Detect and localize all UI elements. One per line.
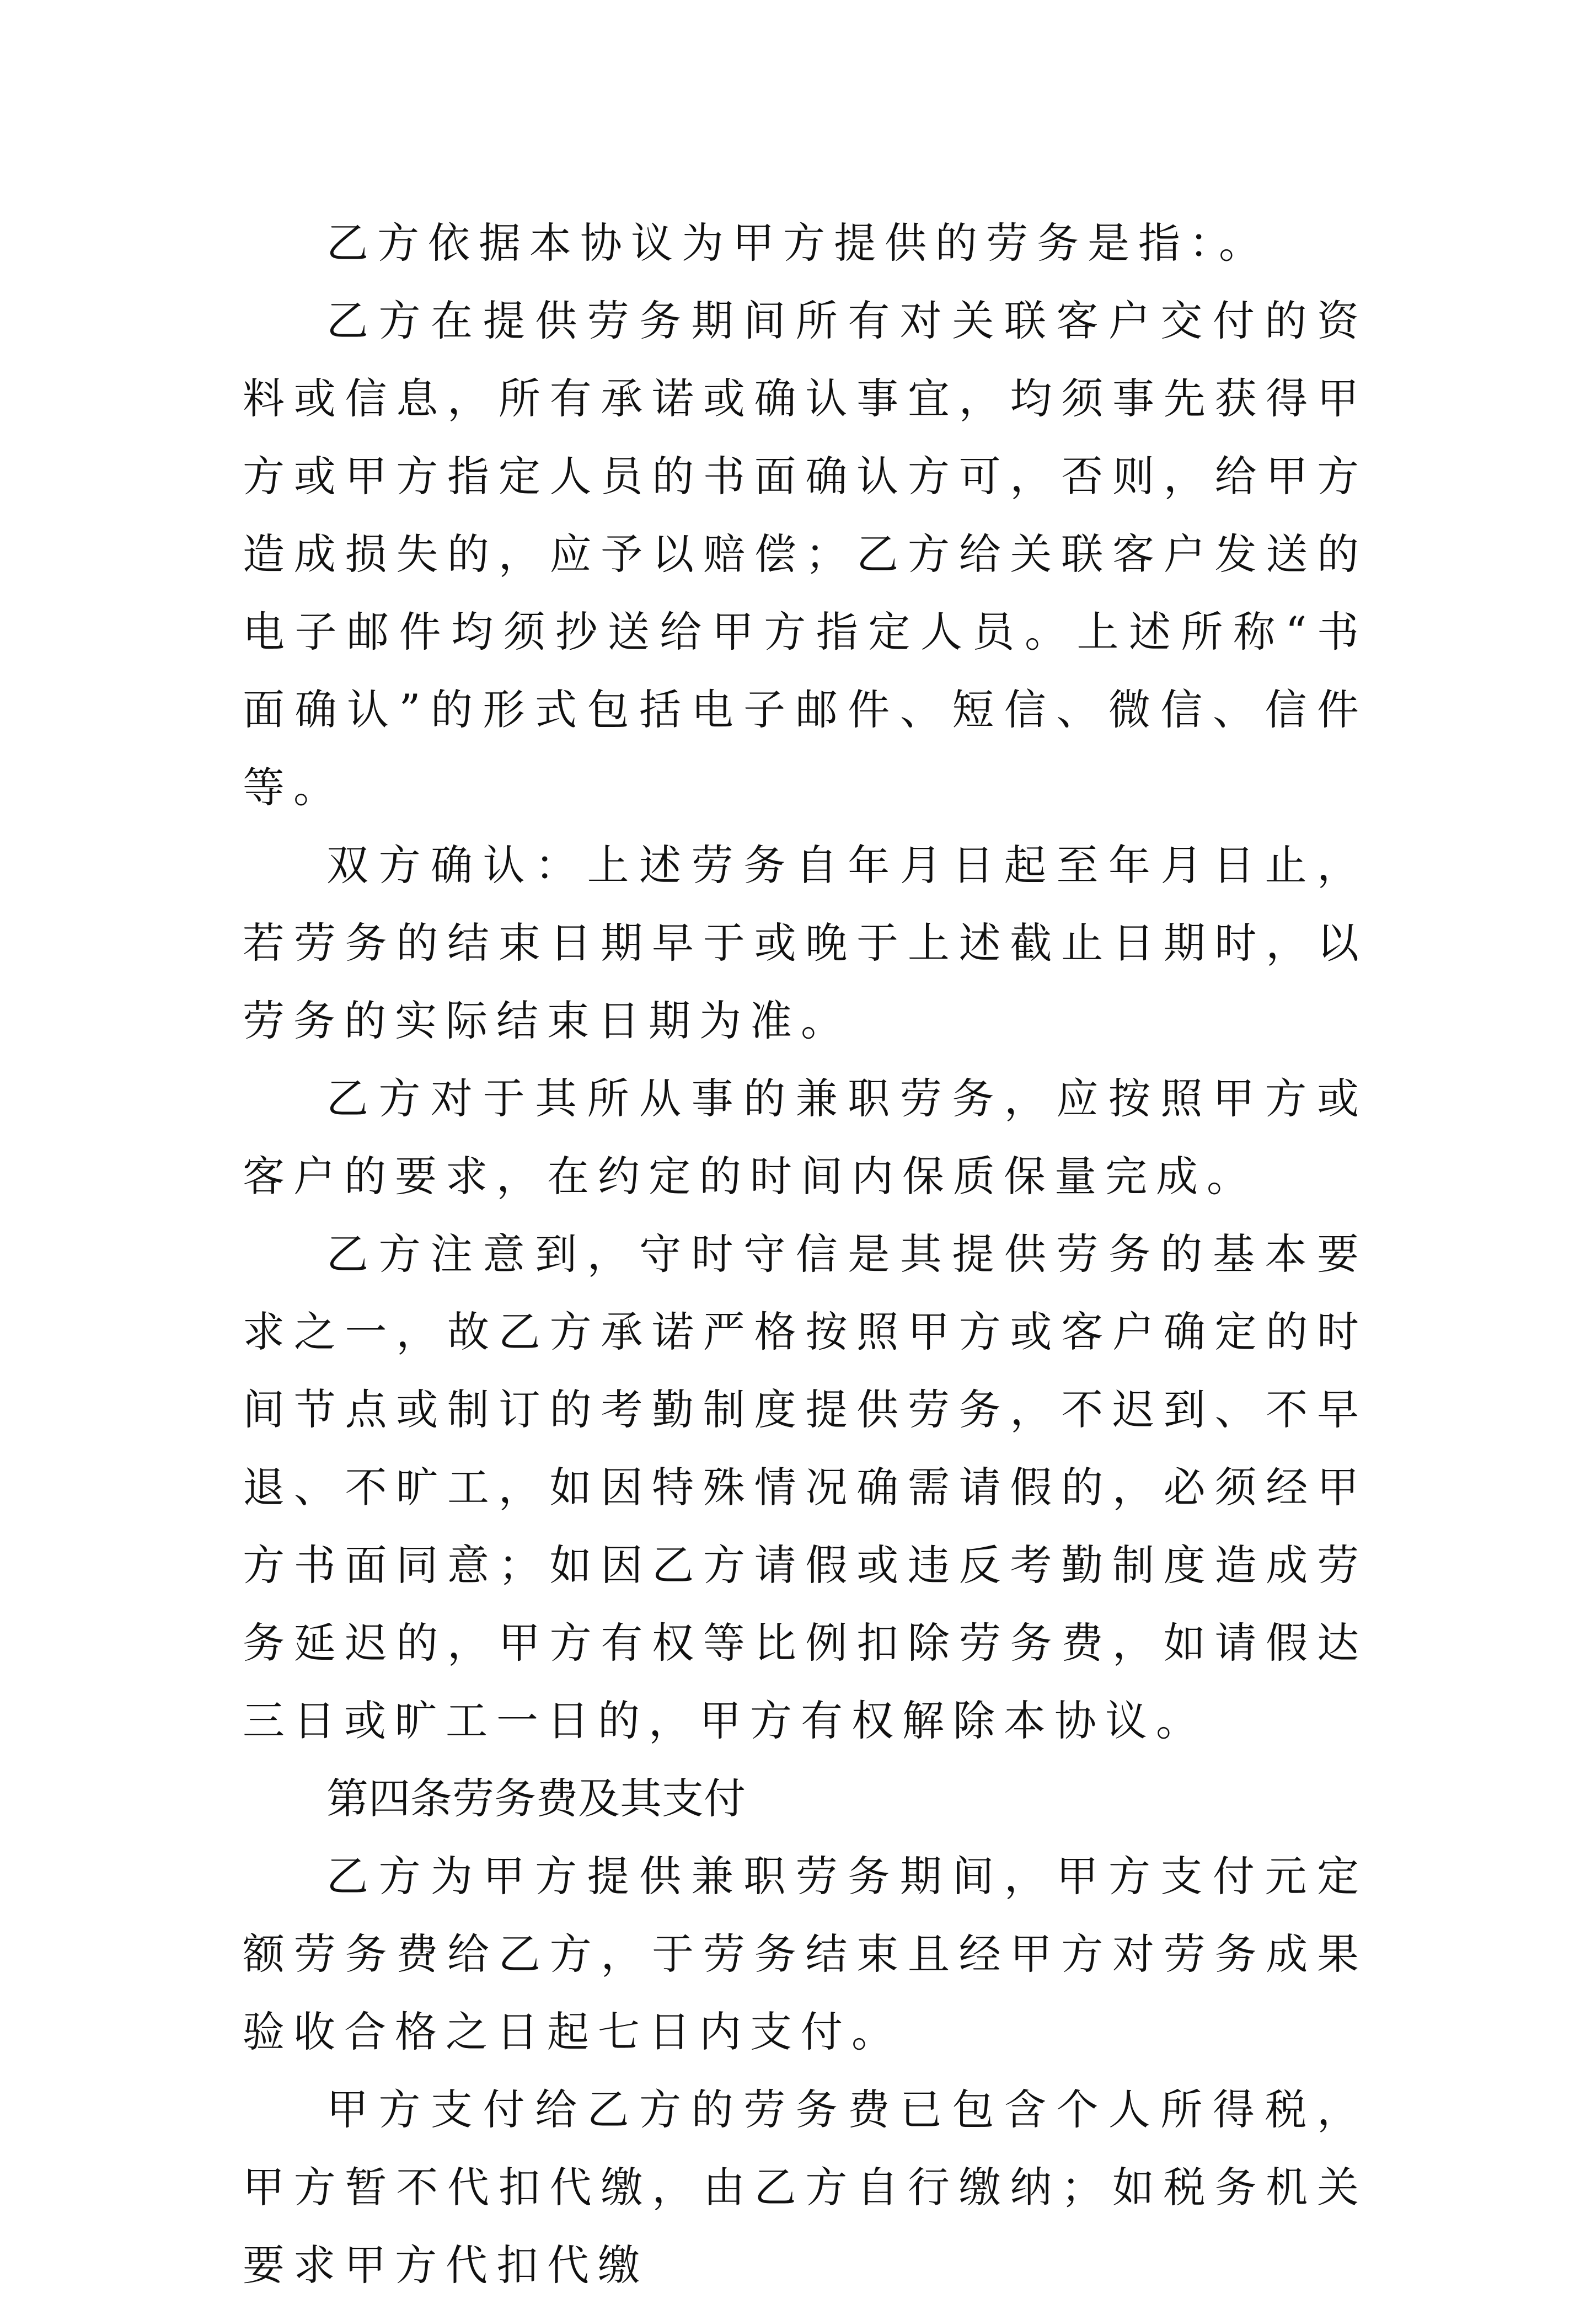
paragraph-quality-requirement: 乙方对于其所从事的兼职劳务，应按照甲方或客户的要求，在约定的时间内保质保量完成。 [243, 1074, 1368, 1201]
section-heading-article-four: 第四条劳务费及其支付 [326, 1774, 746, 1823]
paragraph-punctuality: 乙方注意到，守时守信是其提供劳务的基本要求之一，故乙方承诺严格按照甲方或客户确定的时间节点或制订的考勤制度提供劳务，不迟到、不早退、不旷工，如因特殊情况确需请假的，必须经甲方书面同意；如因乙方请假或违反考勤制度造成劳务延迟的，甲方有权等比例扣除劳务费，如请假达三日或旷工一日的，甲方有权解除本协议。 [243, 1229, 1368, 1745]
paragraph-income-tax: 甲方支付给乙方的劳务费已包含个人所得税，甲方暂不代扣代缴，由乙方自行缴纳；如税务机关要求甲方代扣代缴 [243, 2085, 1368, 2290]
paragraph-fee-payment: 乙方为甲方提供兼职劳务期间，甲方支付元定额劳务费给乙方，于劳务结束且经甲方对劳务成果验收合格之日起七日内支付。 [243, 1852, 1368, 2056]
paragraph-service-period: 双方确认：上述劳务自年月日起至年月日止，若劳务的结束日期早于或晚于上述截止日期时，以劳务的实际结束日期为准。 [243, 841, 1368, 1045]
document-body [243, 204, 1368, 2304]
paragraph-service-content: 乙方依据本协议为甲方提供的劳务是指：。 [326, 218, 1270, 268]
paragraph-written-confirmation: 乙方在提供劳务期间所有对关联客户交付的资料或信息，所有承诺或确认事宜，均须事先获得甲方或甲方指定人员的书面确认方可，否则，给甲方造成损失的，应予以赔偿；乙方给关联客户发送的电子邮件均须抄送给甲方指定人员。上述所称“书面确认”的形式包括电子邮件、短信、微信、信件等。 [243, 296, 1368, 812]
